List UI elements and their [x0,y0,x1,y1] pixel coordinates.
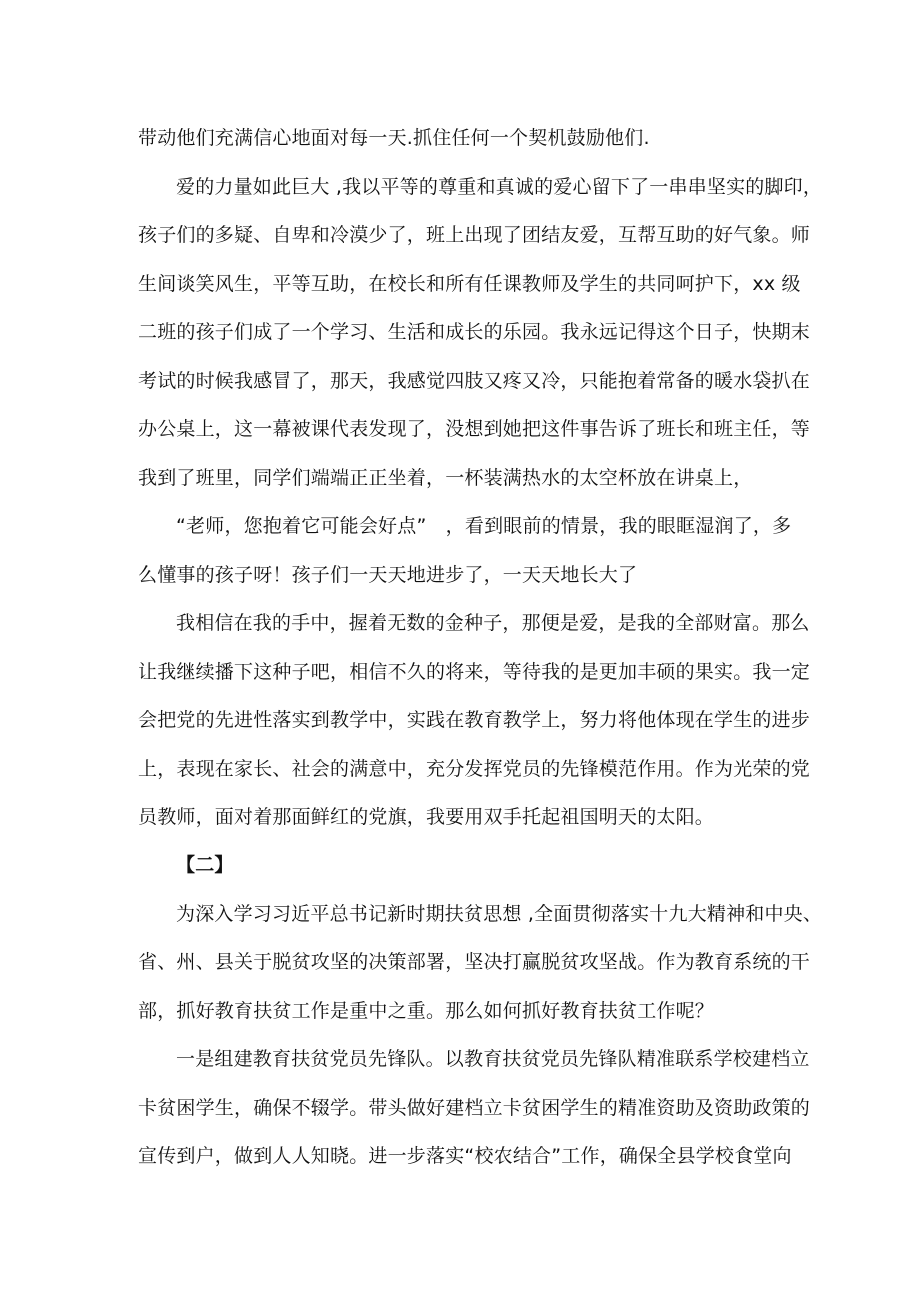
text-line: 一是组建教育扶贫党员先锋队。以教育扶贫党员先锋队精准联系学校建档立 [176,1048,810,1070]
text-line: 生间谈笑风生，平等互助，在校长和所有任课教师及学生的共同呵护下，xx 级 [138,273,801,295]
text-line: 上，表现在家长、社会的满意中，充分发挥党员的先锋模范作用。作为光荣的党 [138,758,811,780]
text-line: 带动他们充满信心地面对每一天.抓住任何一个契机鼓励他们. [138,127,650,149]
text-line: 让我继续播下这种子吧，相信不久的将来，等待我的是更加丰硕的果实。我一定 [138,661,811,683]
text-line: 孩子们的多疑、自卑和冷漠少了，班上出现了团结友爱，互帮互助的好气象。师 [138,224,811,246]
text-line: 为深入学习习近平总书记新时期扶贫思想 ,全面贯彻落实十九大精神和中央、 [176,903,823,925]
text-line: 卡贫困学生，确保不辍学。带头做好建档立卡贫困学生的精准资助及资助政策的 [138,1097,811,1119]
text-line: 办公桌上，这一幕被课代表发现了，没想到她把这件事告诉了班长和班主任，等 [138,418,811,440]
section-heading: 【二】 [176,854,234,876]
text-line: 宣传到户，做到人人知晓。进一步落实“校农结合”工作，确保全县学校食堂向 [138,1145,792,1167]
text-line: 会把党的先进性落实到教学中，实践在教育教学上，努力将他体现在学生的进步 [138,709,811,731]
text-line: 考试的时候我感冒了，那天，我感觉四肢又疼又冷，只能抱着常备的暖水袋扒在 [138,370,811,392]
text-line: 员教师，面对着那面鲜红的党旗，我要用双手托起祖国明天的太阳。 [138,806,715,828]
text-line: 爱的力量如此巨大 ,我以平等的尊重和真诚的爱心留下了一串串坚实的脚印， [176,176,823,198]
text-line: “老师，您抱着它可能会好点” ，看到眼前的情景，我的眼眶湿润了，多 [176,515,792,537]
text-line: 二班的孩子们成了一个学习、生活和成长的乐园。我永远记得这个日子，快期末 [138,321,811,343]
text-line: 省、州、县关于脱贫攻坚的决策部署，坚决打赢脱贫攻坚战。作为教育系统的干 [138,951,811,973]
text-line: 么懂事的孩子呀！孩子们一天天地进步了，一天天地长大了 [138,564,638,586]
text-line: 我相信在我的手中，握着无数的金种子，那便是爱，是我的全部财富。那么 [176,612,810,634]
text-line: 部，抓好教育扶贫工作是重中之重。那么如何抓好教育扶贫工作呢？ [138,1000,715,1022]
text-line: 我到了班里，同学们端端正正坐着，一杯装满热水的太空杯放在讲桌上， [138,467,753,489]
